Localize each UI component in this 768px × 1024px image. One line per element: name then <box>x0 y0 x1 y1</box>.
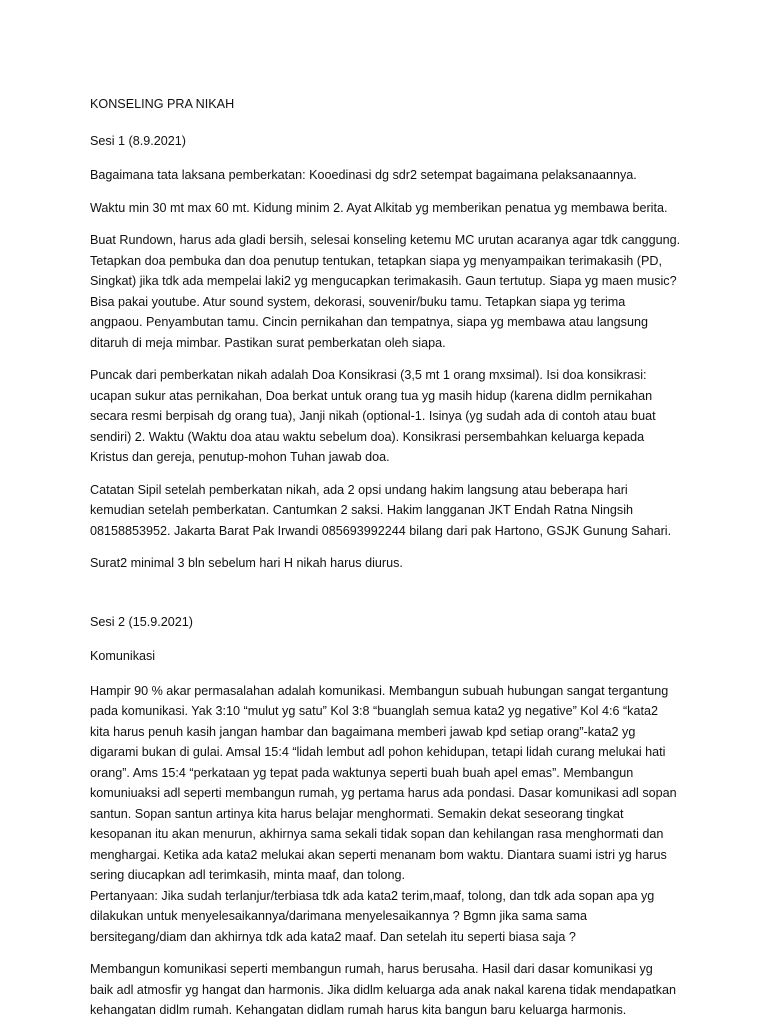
session-2-topic: Komunikasi <box>90 649 156 663</box>
session-2-question <box>90 886 680 948</box>
session-2-heading: Sesi 2 (15.9.2021) <box>90 614 193 629</box>
text-line: Tetapkan doa pembuka dan doa penutup tentukan, tetapkan siapa yg menyampaikan terimakasih (PD, <box>90 253 662 268</box>
session-2-paragraph-1 <box>90 681 680 886</box>
session-2-paragraph-3 <box>90 959 680 1021</box>
text-line: dilakukan untuk menyelesaikannya/darimana menyelesaikannya ? Bgmn jika sama sama <box>90 909 588 923</box>
session-1-paragraph-2: Waktu min 30 mt max 60 mt. Kidung minim 2. Ayat Alkitab yg memberikan penatua yg membawa berita. <box>90 200 668 215</box>
text-line: digarami bukan di gulai. Amsal 15:4 “lidah lembut adl pohon kehidupan, tetapi lidah curang melukai hati <box>90 745 666 759</box>
text-line: Pertanyaan: Jika sudah terlanjur/terbiasa tdk ada kata2 terim,maaf, tolong, dan tdk ada sopan apa yg <box>90 888 655 903</box>
text-line: komuniuaksi adl seperti membangun rumah, yg pertama harus ada pondasi. Dasar komunikasi adl sopan <box>90 786 677 800</box>
text-line: Membangun komunikasi seperti membangun rumah, harus berusaha. Hasil dari dasar komunikasi yg <box>90 962 653 976</box>
session-1-paragraph-5 <box>90 480 680 542</box>
text-line: orang”. Ams 15:4 “perkataan yg tepat pada waktunya seperti buah buah apel emas”. Membangun <box>90 765 634 780</box>
session-1-paragraph-3 <box>90 230 680 353</box>
text-line: kemudian setelah pemberkatan. Cantumkan 2 saksi. Hakim langganan JKT Endah Ratna Ningsih <box>90 503 634 517</box>
session-1-paragraph-4 <box>90 365 680 468</box>
text-line: Bisa pakai youtube. Atur sound system, dekorasi, souvenir/buku tamu. Tetapkan siapa yg terima <box>90 294 626 309</box>
text-line: Catatan Sipil setelah pemberkatan nikah, ada 2 opsi undang hakim langsung atau beberapa hari <box>90 482 628 497</box>
text-line: pada komunikasi. Yak 3:10 “mulut yg satu” Kol 3:8 “buanglah semua kata2 yg negative” Kol 4:6 “kata2 <box>90 704 658 718</box>
session-1-paragraph-1: Bagaimana tata laksana pemberkatan: Kooedinasi dg sdr2 setempat bagaimana pelaksanaannya. <box>90 168 637 182</box>
text-line: menghargai. Ketika ada kata2 melukai akan seperti menanam bom waktu. Diantara suami istri yg harus <box>90 847 667 862</box>
text-line: 08158853952. Jakarta Barat Pak Irwandi 085693992244 bilang dari pak Hartono, GSJK Gunung Sahari. <box>90 523 672 538</box>
text-line: secara resmi berpisah dg orang tua), Janji nikah (optional-1. Isinya (yg sudah ada di contoh atau buat <box>90 409 656 423</box>
text-line: kehangatan didlm rumah. Kehangatan didlam rumah harus kita bangun baru keluarga harmonis. <box>90 1003 627 1017</box>
text-line: baik adl atmosfir yg hangat dan harmonis. Jika didlm keluarga ada anak nakal karena tidak mendapatkan <box>90 982 676 997</box>
text-line: bersitegang/diam dan akhirnya tdk ada kata2 maaf. Dan setelah itu seperti biasa saja ? <box>90 929 576 944</box>
text-line: Kristus dan gereja, penutup-mohon Tuhan jawab doa. <box>90 450 390 464</box>
text-line: angpaou. Penyambutan tamu. Cincin pernikahan dan tempatnya, siapa yg membawa atau langsung <box>90 315 648 329</box>
document-title: KONSELING PRA NIKAH <box>90 97 235 111</box>
text-line: sering diucapkan adl terimkasih, minta maaf, dan tolong. <box>90 868 406 882</box>
text-line: Puncak dari pemberkatan nikah adalah Doa Konsikrasi (3,5 mt 1 orang mxsimal). Isi doa konsikrasi: <box>90 368 647 382</box>
session-1-paragraph-6: Surat2 minimal 3 bln sebelum hari H nikah harus diurus. <box>90 556 403 570</box>
text-line: Singkat) jika tdk ada mempelai laki2 yg mengucapkan terimakasih. Gaun tertutup. Siapa yg maen music? <box>90 274 677 288</box>
blank-line <box>90 586 680 612</box>
text-line: kita harus penuh kasih jangan hambar dan bagaimana memberi jawab kpd setiap orang”-kata2 yg <box>90 724 636 739</box>
text-line: sendiri) 2. Waktu (Waktu doa atau waktu sebelum doa). Konsikrasi persembahkan keluarga kepada <box>90 429 645 444</box>
text-line: santun. Sopan santun artinya kita harus belajar menghormati. Semakin dekat seseorang tingkat <box>90 806 624 821</box>
text-line: Buat Rundown, harus ada gladi bersih, selesai konseling ketemu MC urutan acaranya agar tdk canggung. <box>90 233 681 247</box>
text-line: kesopanan itu akan menurun, akhirnya sama sekali tidak sopan dan kehilangan rasa menghormati dan <box>90 827 664 841</box>
text-line: Hampir 90 % akar permasalahan adalah komunikasi. Membangun subuah hubungan sangat tergantung <box>90 683 669 698</box>
text-line: ditaruh di meja mimbar. Pastikan surat pemberkatan oleh siapa. <box>90 335 446 350</box>
session-1-heading: Sesi 1 (8.9.2021) <box>90 133 186 148</box>
text-line: ucapan sukur atas pernikahan, Doa berkat untuk orang tua yg masih hidup (karena didlm pernikahan <box>90 388 653 403</box>
